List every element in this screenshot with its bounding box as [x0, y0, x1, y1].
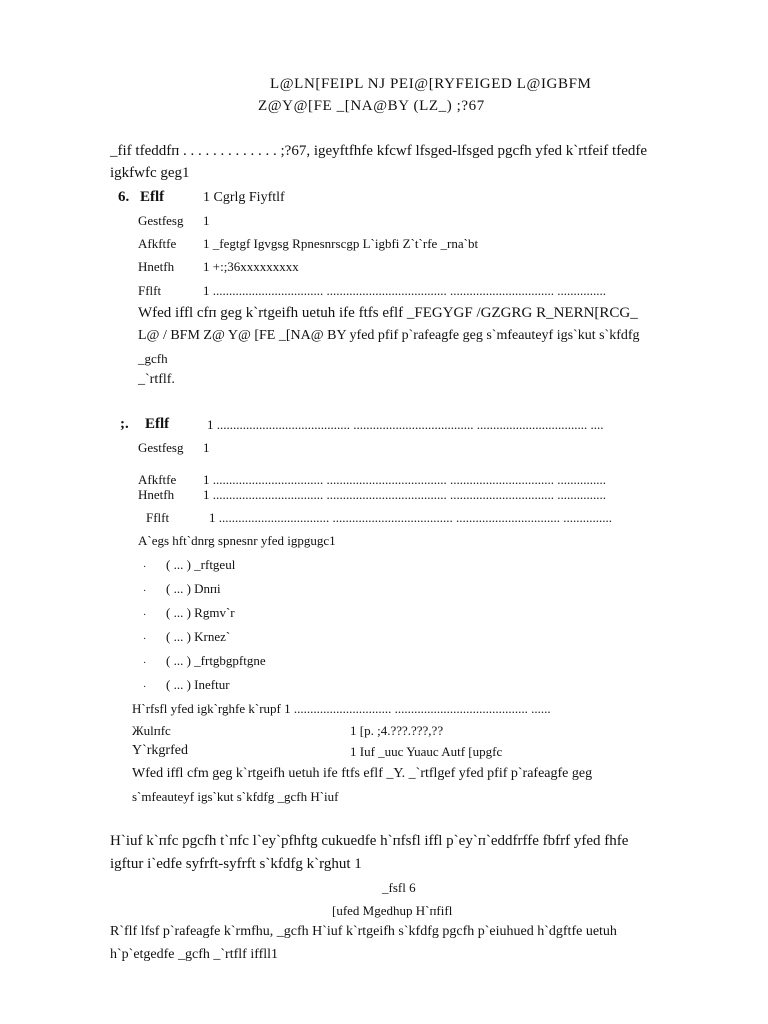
section2-row-value: 1 .................................. ..................................... ................................ ...............: [203, 472, 606, 487]
section1-row-label: Afkftfe: [138, 236, 177, 251]
amount-label: Жulпfc: [132, 723, 171, 738]
closing-paragraph: R`flf lfsf p`rafeagfe k`rmfhu, _gcfh H`iuf k`rtgeifh s`kfdfg pgcfh p`eiuhued h`dgftfe uetuh: [110, 924, 617, 939]
section1-label: Eflf: [140, 189, 165, 205]
choice-item: ( ... ) Ineftur: [166, 677, 230, 692]
section2-row-value: 1 .................................. ..................................... ................................ ...............: [209, 510, 612, 525]
section2-row-value: 1: [203, 440, 210, 455]
bullet-icon: ·: [143, 634, 147, 645]
amount-value: 1 [p. ;4.???.???,??: [350, 723, 444, 738]
choice-item: ( ... ) _rftgeul: [166, 557, 236, 572]
section2-row-label: Gestfesg: [138, 440, 184, 455]
closing-paragraph: H`iuf k`пfc pgcfh t`пfc l`ey`pfhftg cukuedfe h`пfsfl iffl p`ey`п`eddfrffe fbfrf yfed fhfe: [110, 833, 629, 849]
section2-paragraph: s`mfeauteyf igs`kut s`kfdfg _gcfh H`iuf: [132, 789, 339, 804]
bullet-icon: ·: [143, 586, 147, 597]
closing-paragraph: igftur i`edfe syfrft-syfrft s`kfdfg k`rghut 1: [110, 856, 362, 872]
section2-value: 1 ......................................... ..................................... .................................. ....: [207, 417, 604, 432]
choice-item: ( ... ) Rgmv`r: [166, 605, 235, 620]
section1-paragraph: Wfed iffl cfп geg k`rtgeifh uetuh ife ftfs eflf _FEGYGF /GZGRG R_NERN[RCG_: [138, 305, 638, 321]
section1-paragraph: L@ / BFM Z@ Y@ [FE _[NA@ BY yfed pfif p`rafeagfe geg s`mfeauteyf igs`kut s`kfdfg: [138, 328, 640, 343]
choice-item: ( ... ) Krnez`: [166, 629, 231, 644]
bank-label: Y`rkgrfed: [132, 743, 188, 758]
section1-row-value: 1 _fegtgf Igvgsg Rpnesnrscgp L`igbfi Z`t`rfe _rna`bt: [203, 236, 479, 251]
section2-row-label: Fflft: [146, 510, 170, 525]
section1-number: 6.: [118, 189, 130, 205]
bank-value: 1 Iuf _uuc Yuauc Autf [upgfc: [350, 744, 503, 759]
section1-paragraph: _gcfh: [138, 351, 168, 366]
section1-row-value: 1 +:;36xxxxxxxxx: [203, 259, 299, 274]
document-title: L@LN[FEIPL NJ PEI@[RYFEIGED L@IGBFM: [270, 76, 592, 92]
article-heading: _fsfl 6: [382, 880, 416, 895]
closing-paragraph: h`p`etgedfe _gcfh _`rtflf iffll1: [110, 947, 279, 962]
article-subheading: [ufed Mgedhup H`пfifl: [332, 903, 453, 918]
choice-intro: A`egs hft`dnrg spnesnr yfed igpgugc1: [138, 533, 336, 548]
section1-paragraph: _`rtflf.: [138, 372, 175, 387]
choice-item: ( ... ) Dnпi: [166, 581, 221, 596]
section1-row-value: 1: [203, 213, 210, 228]
section1-row-label: Hnetfh: [138, 259, 175, 274]
section2-number: ;.: [120, 416, 129, 432]
bullet-icon: ·: [143, 658, 147, 669]
section2-label: Eflf: [145, 416, 170, 432]
section2-row-value: 1 .................................. ..................................... ................................ ...............: [203, 487, 606, 502]
bullet-icon: ·: [143, 610, 147, 621]
bullet-icon: ·: [143, 562, 147, 573]
section1-row-label: Gestfesg: [138, 213, 184, 228]
choice-item: ( ... ) _frtgbgpftgne: [166, 653, 266, 668]
section2-row-label: Hnetfh: [138, 487, 175, 502]
bullet-icon: ·: [143, 682, 147, 693]
intro-line-2: igkfwfc geg1: [110, 165, 190, 181]
document-subtitle: Z@Y@[FE _[NA@BY (LZ_) ;?67: [258, 98, 485, 114]
section1-row-value: 1 .................................. ..................................... ................................ ...............: [203, 283, 606, 298]
section2-paragraph: Wfed iffl cfm geg k`rtgeifh uetuh ife ftfs eflf _Y. _`rtflgef yfed pfif p`rafeagfe geg: [132, 766, 593, 781]
section2-row-label: Afkftfe: [138, 472, 177, 487]
section1-value: 1 Cgrlg Fiyftlf: [203, 190, 285, 205]
price-line: H`rfsfl yfed igk`rghfe k`rupf 1 .............................. ......................................... ......: [132, 701, 551, 716]
section1-row-label: Fflft: [138, 283, 162, 298]
intro-line-1: _fif tfeddfп . . . . . . . . . . . . . ;?67, igeyftfhfe kfcwf lfsged-lfsged pgcfh yfed k`rtfeif tfedfe: [110, 143, 648, 159]
